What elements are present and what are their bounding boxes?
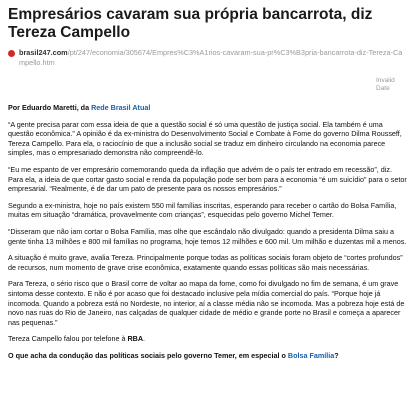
closing-line <box>8 334 408 344</box>
source-url[interactable] <box>19 48 408 67</box>
site-favicon-icon <box>8 50 15 57</box>
article-date-line1: Invalid <box>376 77 395 84</box>
paragraph-2: “Eu me espanto de ver empresário comemorando queda da inflação que advém de o país ter entrado em recessão”, diz. Para ela, a ideia de que cortar gasto social e renda da população pode ser bom para a economia “é um suicídio” para o setor empresarial. “Realmente, é de dar um pato de presente para os nossos empresários.” <box>8 164 407 194</box>
closing-suffix: . <box>143 334 146 344</box>
question-prefix: O que acha da condução das políticas sociais pelo governo Temer, em especial o <box>8 350 288 360</box>
byline-prefix: Por Eduardo Maretti, da <box>8 103 92 112</box>
article-date-line2: Date <box>376 85 390 92</box>
article-date <box>8 77 402 93</box>
source-url-domain[interactable]: brasil247.com <box>19 48 68 57</box>
paragraph-6: Para Tereza, o sério risco que o Brasil corre de voltar ao mapa da fome, como foi divulgado no fim de semana, é um grave sintoma desse contexto. E não é por acaso que foi destacado inclusive pela mídia comercial do país. “Porque hoje já incomoda. Quando a pobreza está no Nordeste, no interior, aí a classe média não se incomoda. Mas a pobreza hoje está de novo nas ruas do Rio de Janeiro, nas calçadas de qualquer cidade de médio e grande porte no Brasil e começa a aparecer nas pequenas.” <box>8 279 405 327</box>
reader-question <box>8 351 408 361</box>
paragraph-4: “Disseram que não iam cortar o Bolsa Família, mas olhe que escândalo não divulgado: quando a presidenta Dilma saiu a gente tinha 13 milhões e 800 mil famílias no programa, hoje temos 12 milhões e 600 mil. Um milhão e duzentas mil a menos. <box>8 226 407 246</box>
question-suffix: ? <box>334 350 339 360</box>
byline-source-link[interactable]: Rede Brasil Atual <box>91 103 151 112</box>
closing-source: RBA <box>127 334 144 344</box>
paragraph-3: Segundo a ex-ministra, hoje no país existem 550 mil famílias inscritas, esperando para receber o cartão do Bolsa Família, muitas em situação “dramática, provavelmente com crianças”, esquecidas pelo governo Michel Temer. <box>8 200 397 220</box>
source-url-row[interactable] <box>8 48 408 67</box>
paragraph-5: A situação é muito grave, avalia Tereza. Principalmente porque todas as políticas sociais foram objeto de “cortes profundos” de recursos, num momento de grave crise econômica, exatamente quando essas políticas são mais necessárias. <box>8 253 403 272</box>
source-url-path[interactable]: /pt/247/economia/305674/Empres%C3%A1rios-cavaram-sua-pr%C3%B3pria-bancarrota-diz-Tereza-Campello.htm <box>19 48 403 67</box>
closing-prefix: Tereza Campello falou por telefone à <box>8 334 128 344</box>
paragraph-1: “A gente precisa parar com essa ideia de que a questão social é só uma questão de justiça social. Ela também é uma questão econômica.” A opinião é da ex-ministra do Desenvolvimento Social e Combate à Fome do governo Dilma Rousseff, Tereza Campello. Para ela, o raciocínio de que a inclusão social se traduz em dinheiro circulando na economia parece simples, mas o empresariado demonstra não compreendê-lo. <box>8 119 402 158</box>
question-link-bolsa-familia[interactable]: Bolsa Família <box>287 350 335 360</box>
byline <box>8 103 408 113</box>
article-title: Empresários cavaram sua própria bancarrota, diz Tereza Campello <box>8 6 373 41</box>
article-body <box>8 103 408 360</box>
